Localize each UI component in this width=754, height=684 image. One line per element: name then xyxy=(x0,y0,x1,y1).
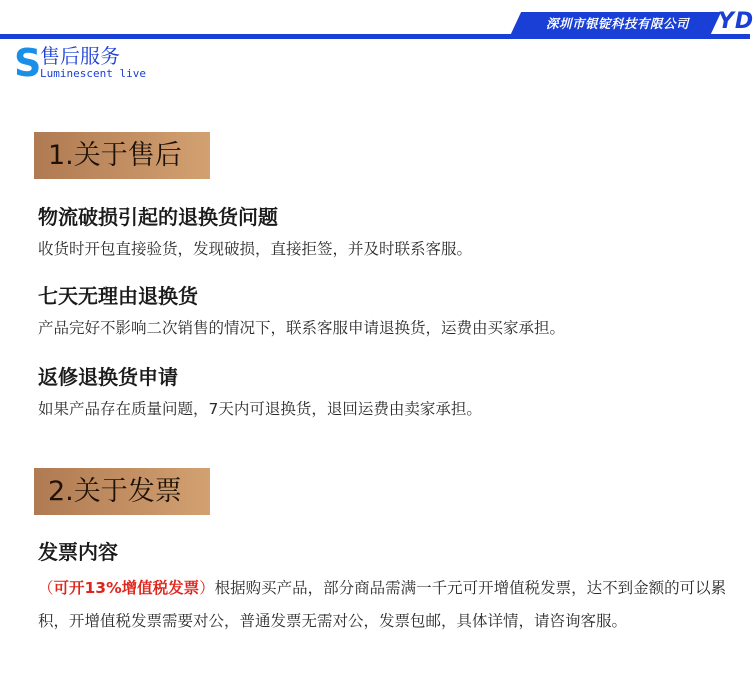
page-title: 售后服务 xyxy=(40,44,120,68)
header-divider xyxy=(0,34,750,39)
company-name: 深圳市银锭科技有限公司 xyxy=(545,16,689,31)
top-banner xyxy=(0,0,754,42)
yd-logo: YD xyxy=(718,9,754,34)
item-title-repair-return: 返修退换货申请 xyxy=(38,365,178,389)
paren-close: ） xyxy=(199,579,215,597)
item-title-logistics-damage: 物流破损引起的退换货问题 xyxy=(38,205,278,229)
s-logo-letter: S xyxy=(14,41,42,85)
item-title-invoice-content: 发票内容 xyxy=(38,540,118,564)
item-text-logistics-damage: 收货时开包直接验货，发现破损，直接拒签，并及时联系客服。 xyxy=(38,240,473,258)
paren-open: （ xyxy=(38,579,54,597)
item-title-seven-day-return: 七天无理由退换货 xyxy=(38,284,198,308)
item-text-repair-return: 如果产品存在质量问题，7天内可退换货，退回运费由卖家承担。 xyxy=(38,400,482,418)
page-subtitle: Luminescent live xyxy=(40,67,146,80)
invoice-text: 根据购买产品，部分商品需满一千元可开增值税发票，达不到金额的可以累积，开增值税发票需要对公，普通发票无需对公，发票包邮，具体详情，请咨询客服。 xyxy=(38,579,727,630)
invoice-paragraph xyxy=(38,572,728,638)
item-text-seven-day-return: 产品完好不影响二次销售的情况下，联系客服申请退换货，运费由买家承担。 xyxy=(38,319,566,337)
section-heading-invoice: 2.关于发票 xyxy=(34,468,210,515)
section-heading-after-sales: 1.关于售后 xyxy=(34,132,210,179)
invoice-highlight: 可开13%增值税发票 xyxy=(53,579,200,597)
